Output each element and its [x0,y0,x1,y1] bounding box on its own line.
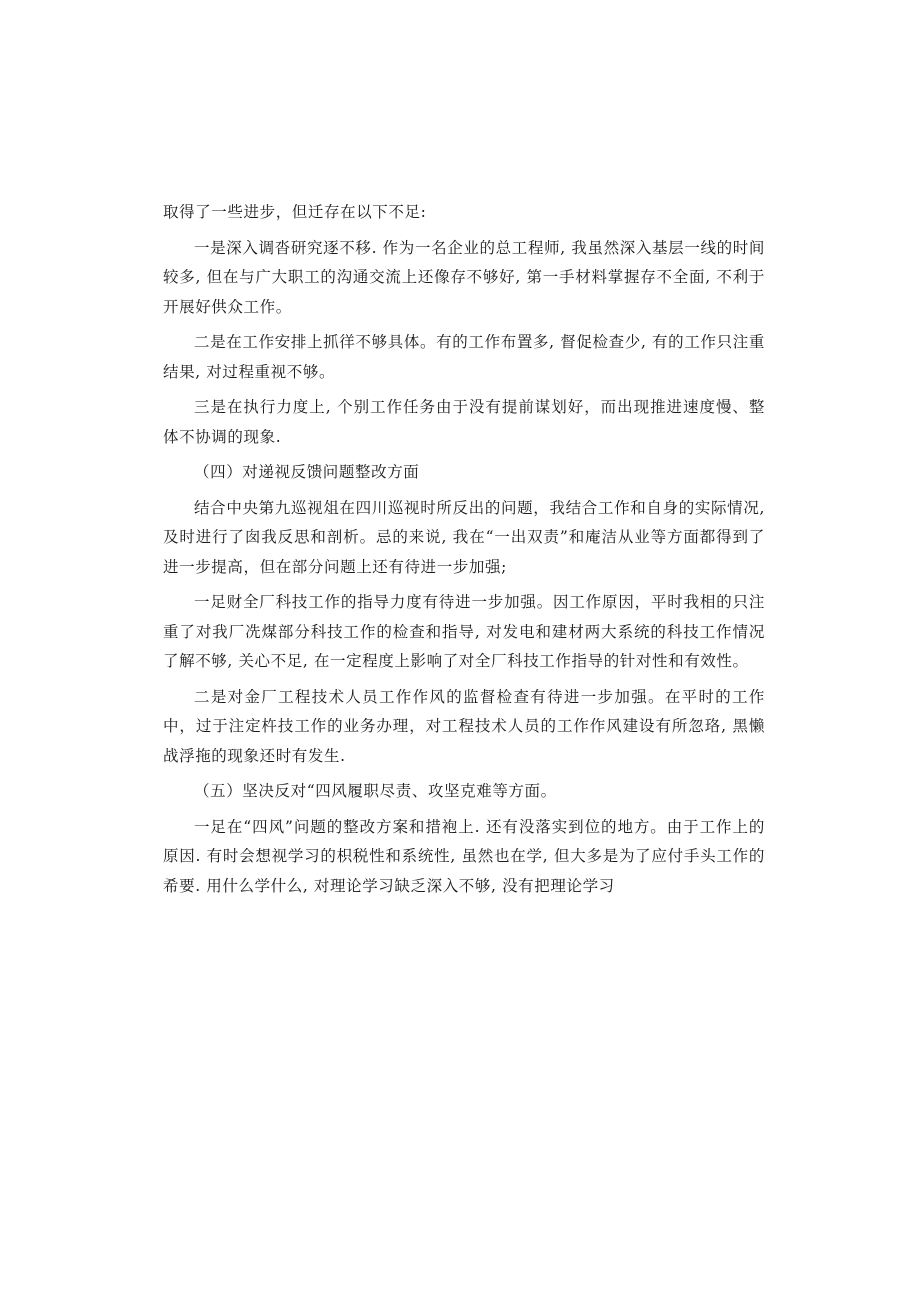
paragraph-point-1: 一是深入调沓研究逐不移. 作为一名企业的总工程师, 我虽然深入基层一线的时间较多, 但在与广大职工的沟通交流上还像存不够好, 第一手材料掌握存不全面, 不利于开展好供众工作。 [163,238,765,316]
paragraph-point-3: 三是在执行力度上, 个别工作任务由于没有提前谋划好，而出现推进速度慢、整体不协调的现象. [163,398,765,446]
section-heading-4: （四）对递视反馈问题整改方面 [194,463,420,481]
section-heading-5: （五）坚决反对“四风履职尽责、攻坚克难等方面。 [194,782,557,800]
paragraph-section-4-point-2: 二是对金厂工程技术人员工作作风的监督检查有待进一步加强。在平时的工作中，过于注定杵技工作的业务办理，对工程技术人员的工作作风建设有所忽珞, 黑懒战浮拖的现象还时有发生. [163,687,765,765]
document-body [163,198,765,907]
paragraph-section-5-point-1: 一足在“四风”问题的整改方案和措袍上. 还有没落实到位的地方。由于工作上的原因. 有时会想视学习的枳税性和系统性, 虽然也在学, 但大多是为了应付手头工作的希要. 用什么学什么, 对理论学习缺乏深入不够, 没有把理论学习 [163,817,765,895]
paragraph-section-4-intro: 结合中央第九巡视俎在四川巡视时所反出的问题，我结合工作和自身的实际情况, 及时进行了囱我反思和剖析。忌的来说, 我在“一出双责”和庵洁从业等方面都得到了进一步提高，但在部分问题上还有待进一步加强; [163,498,765,576]
paragraph-section-4-point-1: 一足财全厂科技工作的指导力度有待进一步加强。因工作原因，平时我相的只注重了对我厂冼煤部分科技工作的检查和指导, 对发电和建材两大系统的科技工作情况了解不够, 关心不足, 在一定程度上影响了对全厂科技工作指导的针对性和有效性。 [163,593,765,670]
paragraph-point-2: 二是在工作安排上抓徉不够具体。有的工作布置多, 督促检查少, 有的工作只注重结果, 对过程重视不够。 [163,333,765,381]
paragraph-continuation: 取得了一些进步，但迁存在以下不足: [163,203,427,221]
